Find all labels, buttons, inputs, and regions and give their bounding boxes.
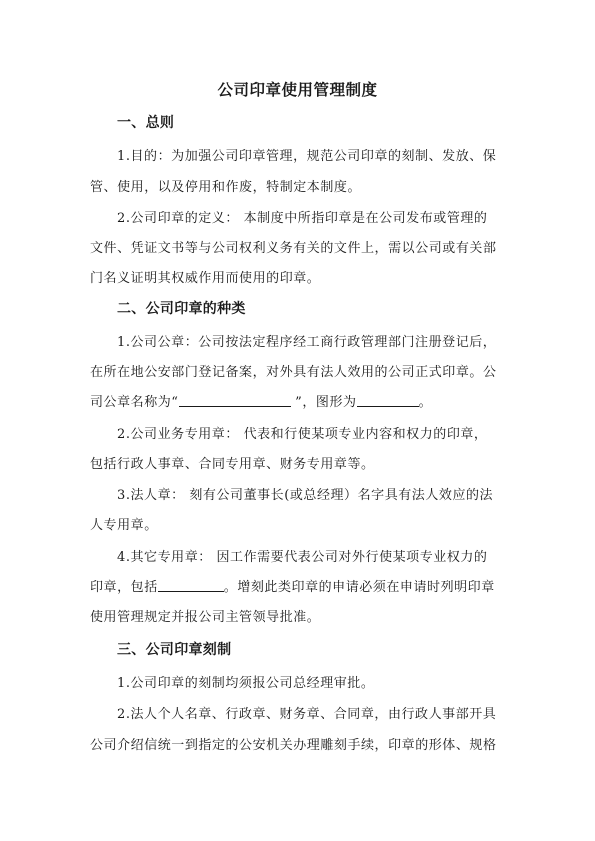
paragraph-line: 1.目的：为加强公司印章管理，规范公司印章的刻制、发放、保 bbox=[117, 149, 497, 164]
document-title: 公司印章使用管理制度 bbox=[217, 81, 378, 99]
fill-in-blank-seal-shape[interactable] bbox=[357, 394, 419, 407]
paragraph-line-with-blanks bbox=[90, 391, 432, 410]
paragraph-line: 1.公司印章的刻制均须报公司总经理审批。 bbox=[117, 676, 375, 691]
section-heading-general: 一、总则 bbox=[117, 115, 175, 131]
line-text: ”，图形为 bbox=[290, 395, 357, 410]
paragraph-line-with-blanks bbox=[90, 576, 495, 595]
paragraph-line: 1.公司公章：公司按法定程序经工商行政管理部门注册登记后， bbox=[117, 335, 497, 350]
paragraph-line: 在所在地公安部门登记备案，对外具有法人效用的公司正式印章。公 bbox=[90, 365, 497, 380]
paragraph-line: 2.公司印章的定义： 本制度中所指印章是在公司发布或管理的 bbox=[117, 211, 488, 226]
paragraph-line: 门名义证明其权威作用而使用的印章。 bbox=[90, 271, 321, 286]
line-text: 。 bbox=[418, 395, 433, 410]
fill-in-blank-other-seals[interactable] bbox=[158, 579, 224, 592]
paragraph-line: 人专用章。 bbox=[90, 518, 158, 533]
paragraph-line: 3.法人章： 刻有公司董事长(或总经理）名字具有法人效应的法 bbox=[117, 488, 494, 503]
paragraph-line: 文件、凭证文书等与公司权利义务有关的文件上，需以公司或有关部 bbox=[90, 241, 497, 256]
line-text: 印章，包括 bbox=[90, 580, 158, 595]
section-heading-seal-types: 二、公司印章的种类 bbox=[117, 301, 246, 317]
paragraph-line: 2.法人个人名章、行政章、财务章、合同章，由行政人事部开具 bbox=[117, 707, 497, 722]
paragraph-line: 管、使用，以及停用和作废，特制定本制度。 bbox=[90, 180, 362, 195]
paragraph-line: 4.其它专用章： 因工作需要代表公司对外行使某项专业权力的 bbox=[117, 550, 488, 565]
paragraph-line: 2.公司业务专用章： 代表和行使某项专业内容和权力的印章， bbox=[117, 427, 488, 442]
paragraph-line: 使用管理规定并报公司主管领导批准。 bbox=[90, 610, 321, 625]
paragraph-line: 公司介绍信统一到指定的公安机关办理雕刻手续，印章的形体、规格 bbox=[90, 738, 497, 753]
section-heading-seal-engraving: 三、公司印章刻制 bbox=[117, 642, 232, 658]
paragraph-line: 包括行政人事章、合同专用章、财务专用章等。 bbox=[90, 457, 375, 472]
line-text: 。增刻此类印章的申请必须在申请时列明印章 bbox=[223, 580, 495, 595]
fill-in-blank-seal-name[interactable] bbox=[179, 394, 291, 407]
line-text: 司公章名称为“ bbox=[90, 395, 179, 410]
